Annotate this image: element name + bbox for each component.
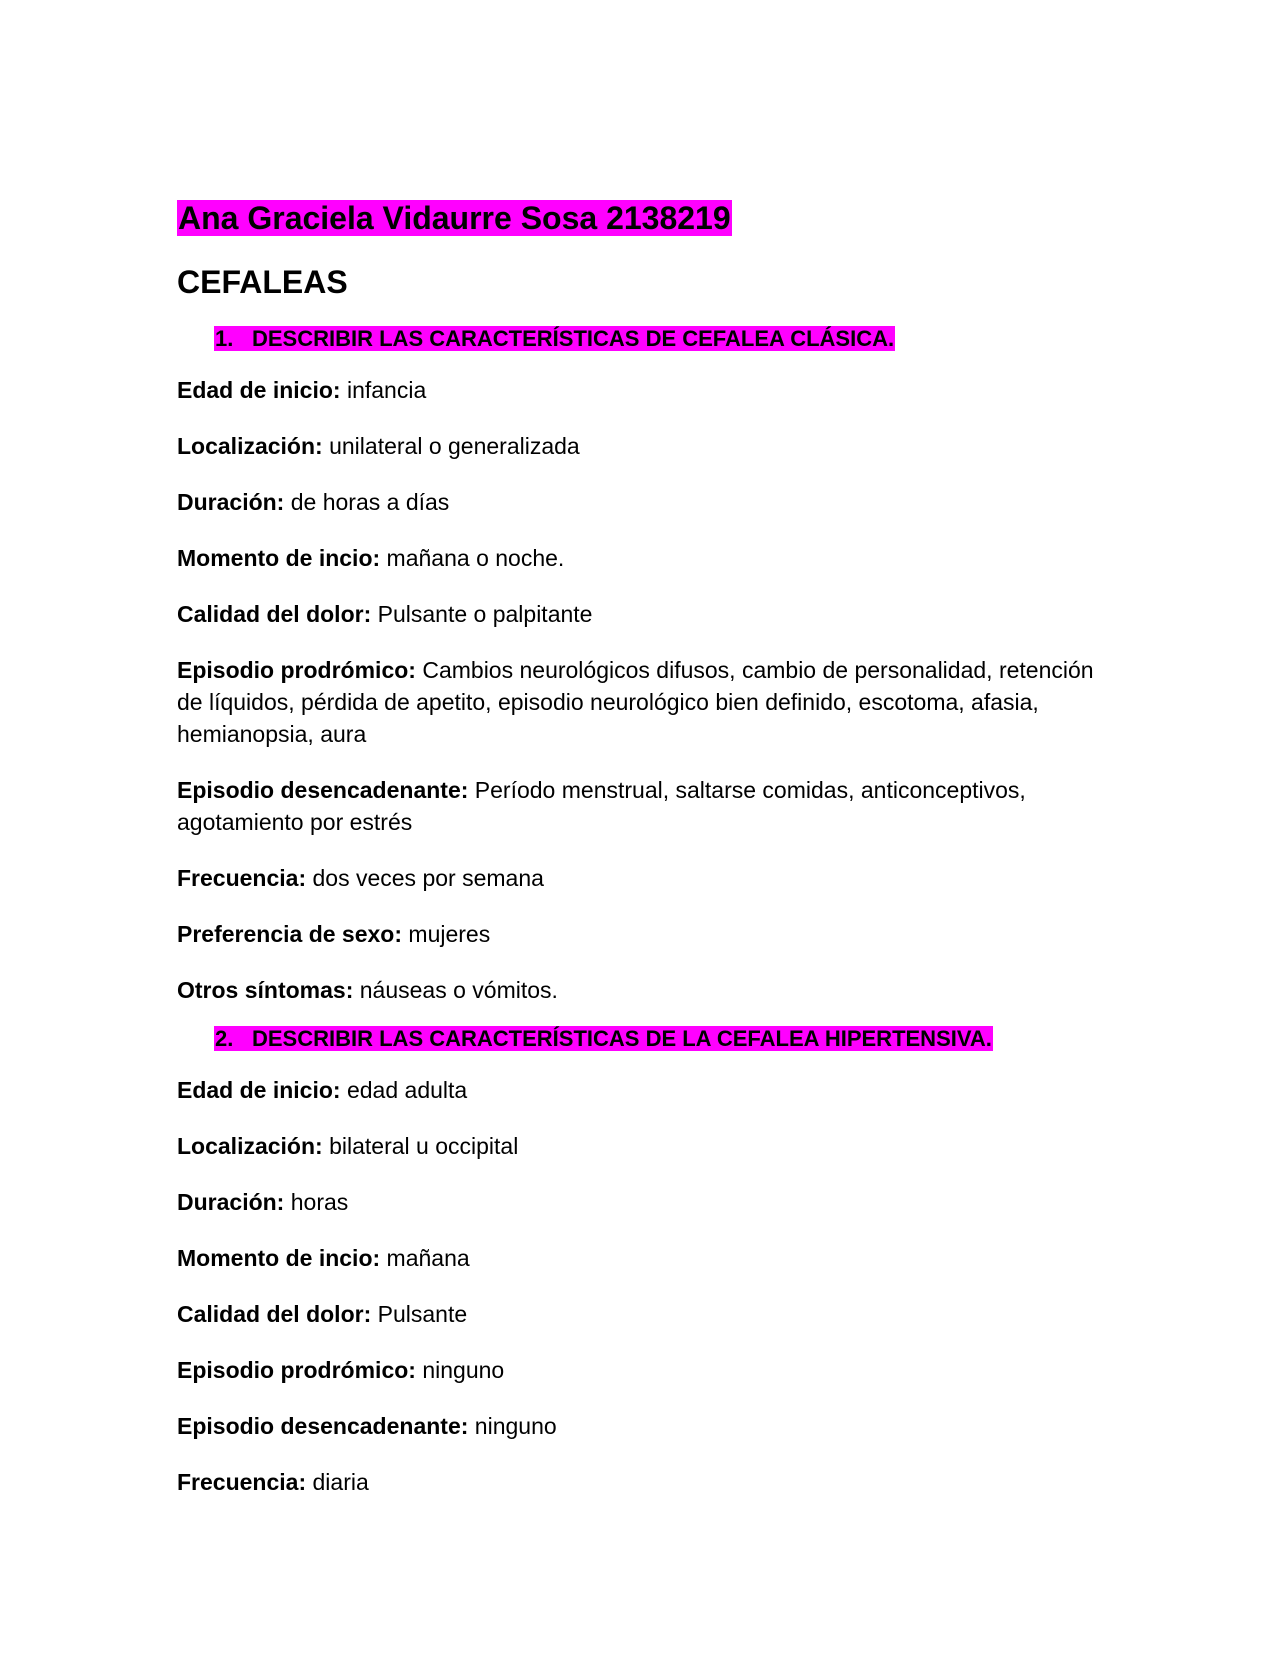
field-value: bilateral u occipital	[322, 1133, 519, 1159]
field-episodio-prodromico	[177, 654, 1107, 750]
field-label: Episodio desencadenante:	[177, 777, 469, 803]
field-value: Pulsante o palpitante	[371, 601, 593, 627]
field-value: náuseas o vómitos.	[353, 977, 558, 1003]
section-cefalea-hipertensiva	[177, 1024, 1107, 1498]
author-name-highlight: Ana Graciela Vidaurre Sosa 2138219	[178, 200, 731, 236]
field-label: Frecuencia:	[177, 1469, 307, 1495]
field-label: Momento de incio:	[177, 545, 381, 571]
section-heading	[214, 324, 1107, 354]
field-value: mujeres	[402, 921, 491, 947]
section-heading	[214, 1024, 1107, 1054]
field-label: Calidad del dolor:	[177, 1301, 372, 1327]
field-duracion	[177, 1186, 1107, 1218]
field-value: ninguno	[468, 1413, 557, 1439]
field-label: Edad de inicio:	[177, 377, 341, 403]
field-label: Localización:	[177, 433, 323, 459]
section-cefalea-clasica	[177, 324, 1107, 1006]
field-label: Episodio prodrómico:	[177, 657, 416, 683]
field-label: Episodio prodrómico:	[177, 1357, 416, 1383]
field-frecuencia	[177, 1466, 1107, 1498]
field-value: mañana o noche.	[380, 545, 565, 571]
field-value: Cambios neurológicos difusos, cambio de personalidad, retención de líquidos, pérdida de apetito, episodio neurológico bien definido, escotoma, afasia, hemianopsia, aura	[177, 657, 1094, 747]
field-otros-sintomas	[177, 974, 1107, 1006]
field-label: Frecuencia:	[177, 865, 307, 891]
field-value: ninguno	[415, 1357, 505, 1383]
section-number: 1.	[215, 326, 234, 351]
field-calidad-del-dolor	[177, 598, 1107, 630]
author-line	[177, 196, 1107, 240]
field-value: dos veces por semana	[306, 865, 544, 891]
field-frecuencia	[177, 862, 1107, 894]
field-edad-de-inicio	[177, 1074, 1107, 1106]
document-title: CEFALEAS	[177, 264, 348, 300]
field-label: Episodio desencadenante:	[177, 1413, 469, 1439]
field-localizacion	[177, 430, 1107, 462]
field-label: Calidad del dolor:	[177, 601, 372, 627]
field-preferencia-de-sexo	[177, 918, 1107, 950]
section-heading-highlight	[214, 326, 895, 351]
section-heading-text: DESCRIBIR LAS CARACTERÍSTICAS DE LA CEFALEA HIPERTENSIVA.	[252, 1026, 992, 1051]
field-calidad-del-dolor	[177, 1298, 1107, 1330]
document-page	[177, 196, 1107, 1498]
field-value: de horas a días	[284, 489, 450, 515]
field-value: edad adulta	[340, 1077, 468, 1103]
field-momento-de-inicio	[177, 542, 1107, 574]
field-value: Pulsante	[371, 1301, 468, 1327]
field-label: Duración:	[177, 1189, 285, 1215]
field-value: infancia	[340, 377, 427, 403]
field-value: unilateral o generalizada	[322, 433, 580, 459]
field-value: Período menstrual, saltarse comidas, anticonceptivos, agotamiento por estrés	[177, 777, 1026, 835]
section-heading-text: DESCRIBIR LAS CARACTERÍSTICAS DE CEFALEA CLÁSICA.	[252, 326, 895, 351]
field-value: horas	[284, 1189, 349, 1215]
field-label: Otros síntomas:	[177, 977, 354, 1003]
field-localizacion	[177, 1130, 1107, 1162]
section-heading-highlight	[214, 1026, 993, 1051]
field-value: mañana	[380, 1245, 470, 1271]
field-duracion	[177, 486, 1107, 518]
field-episodio-desencadenante	[177, 774, 1107, 838]
field-edad-de-inicio	[177, 374, 1107, 406]
field-value: diaria	[306, 1469, 369, 1495]
field-label: Localización:	[177, 1133, 323, 1159]
field-momento-de-inicio	[177, 1242, 1107, 1274]
field-label: Duración:	[177, 489, 285, 515]
field-label: Preferencia de sexo:	[177, 921, 403, 947]
field-episodio-prodromico	[177, 1354, 1107, 1386]
field-episodio-desencadenante	[177, 1410, 1107, 1442]
section-number: 2.	[215, 1026, 234, 1051]
field-label: Edad de inicio:	[177, 1077, 341, 1103]
field-label: Momento de incio:	[177, 1245, 381, 1271]
